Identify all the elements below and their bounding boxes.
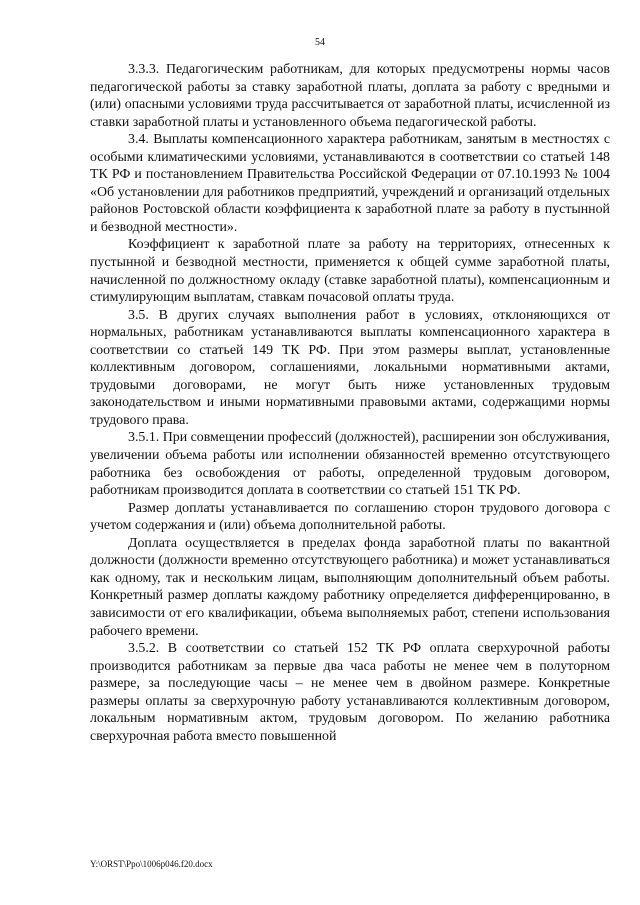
paragraph-surcharge-size: Размер доплаты устанавливается по соглашению сторон трудового договора с учетом содержания и (или) объема дополнительной работы.: [90, 500, 610, 534]
document-body: [90, 61, 610, 745]
paragraph-coefficient: Коэффициент к заработной плате за работу на территориях, отнесенных к пустынной и безводной местности, применяется к общей сумме заработной платы, начисленной по должностному окладу (ставке заработной платы), компенсационным и стимулирующим выплатам, ставкам почасовой оплаты труда.: [90, 237, 610, 306]
paragraph-3-3-3: 3.3.3. Педагогическим работникам, для которых предусмотрены нормы часов педагогической работы за ставку заработной платы, доплата за работу с вредными и (или) опасными условиями труда рассчитывается от заработной платы, исчисленной из ставки заработной платы и установленного объема педагогической работы.: [90, 62, 610, 130]
paragraph-3-5-1: 3.5.1. При совмещении профессий (должностей), расширении зон обслуживания, увеличении объема работы или исполнении обязанностей временно отсутствующего работника без освобождения от работы, определенной трудовым договором, работникам производится доплата в соответствии со статьей 151 ТК РФ.: [90, 430, 610, 499]
paragraph-3-5: 3.5. В других случаях выполнения работ в условиях, отклоняющихся от нормальных, работникам устанавливаются выплаты компенсационного характера в соответствии со статьей 149 ТК РФ. При этом размеры выплат, установленные коллективным договором, соглашениями, локальными нормативными актами, трудовыми договорами, не могут быть ниже установленных трудовым законодательством и иными нормативными правовыми актами, содержащими нормы трудового права.: [90, 307, 610, 428]
paragraph-3-5-2: 3.5.2. В соответствии со статьей 152 ТК РФ оплата сверхурочной работы производится работникам за первые два часа работы не менее чем в полуторном размере, за последующие часы – не менее чем в двойном размере. Конкретные размеры оплаты за сверхурочную работу устанавливаются коллективным договором, локальным нормативным актом, трудовым договором. По желанию работника сверхурочная работа вместо повышенной: [90, 641, 610, 744]
paragraph-3-4: 3.4. Выплаты компенсационного характера работникам, занятым в местностях с особыми климатическими условиями, устанавливаются в соответствии со статьей 148 ТК РФ и постановлением Правительства Российской Федерации от 07.10.1993 № 1004 «Об установлении для работников предприятий, учреждений и организаций отдельных районов Ростовской области коэффициента к заработной плате за работу в пустынной и безводной местности».: [90, 132, 610, 235]
paragraph-surcharge-fund: Доплата осуществляется в пределах фонда заработной платы по вакантной должности (должности временно отсутствующего работника) и может устанавливаться как одному, так и нескольким лицам, выполняющим дополнительный объем работы. Конкретный размер доплаты каждому работнику определяется дифференцированно, в зависимости от его квалификации, объема выполняемых работ, степени использования рабочего времени.: [90, 535, 610, 639]
footer-file-path: Y:\ORST\Ppo\1006p046.f20.docx: [90, 859, 213, 869]
page-number: 54: [315, 37, 325, 48]
